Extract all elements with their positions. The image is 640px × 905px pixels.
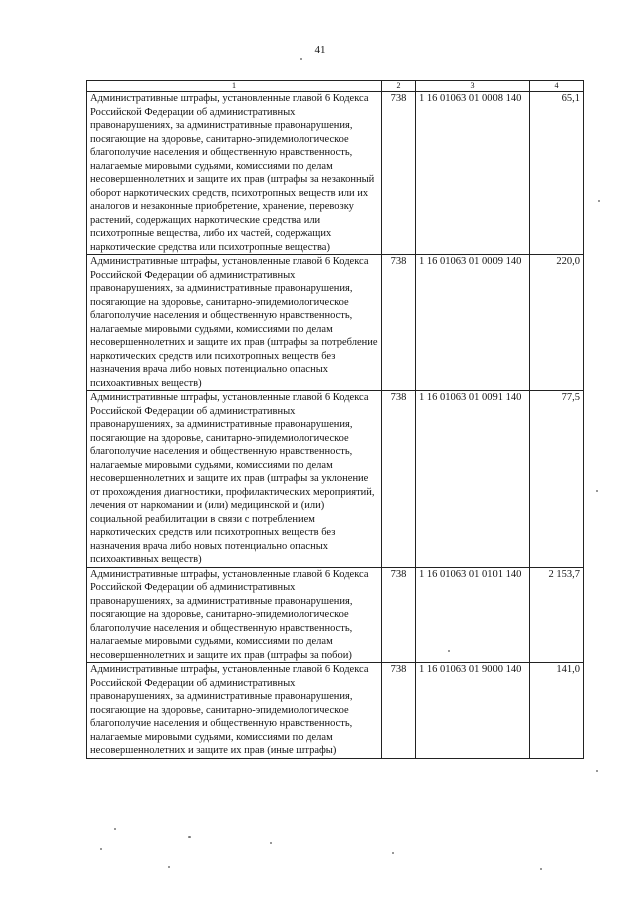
scan-speck xyxy=(300,58,302,60)
row-admin-code: 738 xyxy=(382,567,416,663)
row-description: Административные штрафы, установленные главой 6 Кодекса Российской Федерации об административных правонарушениях, за административные правонарушения, посягающие на здоровье, санитарно-эпидемиологическое благополучие населения и общественную нравственность, налагаемые мировыми судьями, комиссиями по делам несовершеннолетних и защите их прав (штрафы за незаконный оборот наркотических средств, психотропных веществ или их аналогов и незаконные приобретение, хранение, перевозку растений, содержащих наркотические средства или психотропные вещества, либо их частей, содержащих наркотические средства или психотропные вещества) xyxy=(87,92,382,255)
scan-speck xyxy=(270,842,272,844)
row-amount: 77,5 xyxy=(530,391,584,568)
table-row xyxy=(87,567,584,663)
row-description: Административные штрафы, установленные главой 6 Кодекса Российской Федерации об административных правонарушениях, за административные правонарушения, посягающие на здоровье, санитарно-эпидемиологическое благополучие населения и общественную нравственность, налагаемые мировыми судьями, комиссиями по делам несовершеннолетних и защите их прав (иные штрафы) xyxy=(87,663,382,759)
column-header-3: 3 xyxy=(416,81,530,92)
row-kbk: 1 16 01063 01 0091 140 xyxy=(416,391,530,568)
row-description: Административные штрафы, установленные главой 6 Кодекса Российской Федерации об административных правонарушениях, за административные правонарушения, посягающие на здоровье, санитарно-эпидемиологическое благополучие населения и общественную нравственность, налагаемые мировыми судьями, комиссиями по делам несовершеннолетних и защите их прав (штрафы за потребление наркотических средств или психотропных веществ без назначения врача либо новых потенциально опасных психоактивных веществ) xyxy=(87,255,382,391)
row-admin-code: 738 xyxy=(382,663,416,759)
row-amount: 141,0 xyxy=(530,663,584,759)
row-kbk: 1 16 01063 01 0009 140 xyxy=(416,255,530,391)
row-description: Административные штрафы, установленные главой 6 Кодекса Российской Федерации об административных правонарушениях, за административные правонарушения, посягающие на здоровье, санитарно-эпидемиологическое благополучие населения и общественную нравственность, налагаемые мировыми судьями, комиссиями по делам несовершеннолетних и защите их прав (штрафы за побои) xyxy=(87,567,382,663)
scan-speck xyxy=(596,770,598,772)
scan-speck xyxy=(168,866,170,868)
row-kbk: 1 16 01063 01 0101 140 xyxy=(416,567,530,663)
column-header-1: 1 xyxy=(87,81,382,92)
row-amount: 65,1 xyxy=(530,92,584,255)
column-header-2: 2 xyxy=(382,81,416,92)
scan-speck xyxy=(598,200,600,202)
scan-speck xyxy=(596,490,598,492)
scan-speck xyxy=(100,848,102,850)
table-header-row xyxy=(87,81,584,92)
row-description: Административные штрафы, установленные главой 6 Кодекса Российской Федерации об административных правонарушениях, за административные правонарушения, посягающие на здоровье, санитарно-эпидемиологическое благополучие населения и общественную нравственность, налагаемые мировыми судьями, комиссиями по делам несовершеннолетних и защите их прав (штрафы за уклонение от прохождения диагностики, профилактических мероприятий, лечения от наркомании и (или) медицинской и (или) социальной реабилитации в связи с потреблением наркотических средств или психотропных веществ без назначения врача либо новых потенциально опасных психоактивных веществ) xyxy=(87,391,382,568)
scan-speck xyxy=(188,836,191,838)
page-number: 41 xyxy=(314,44,326,56)
row-amount: 2 153,7 xyxy=(530,567,584,663)
row-amount: 220,0 xyxy=(530,255,584,391)
row-kbk: 1 16 01063 01 0008 140 xyxy=(416,92,530,255)
row-kbk: 1 16 01063 01 9000 140 xyxy=(416,663,530,759)
scan-speck xyxy=(448,650,450,652)
scan-speck xyxy=(392,852,394,854)
row-admin-code: 738 xyxy=(382,391,416,568)
table-row xyxy=(87,255,584,391)
table-row xyxy=(87,92,584,255)
column-header-4: 4 xyxy=(530,81,584,92)
fines-table xyxy=(86,80,584,759)
row-admin-code: 738 xyxy=(382,92,416,255)
table-row xyxy=(87,663,584,759)
row-admin-code: 738 xyxy=(382,255,416,391)
scan-speck xyxy=(114,828,116,830)
scan-speck xyxy=(540,868,542,870)
table-row xyxy=(87,391,584,568)
